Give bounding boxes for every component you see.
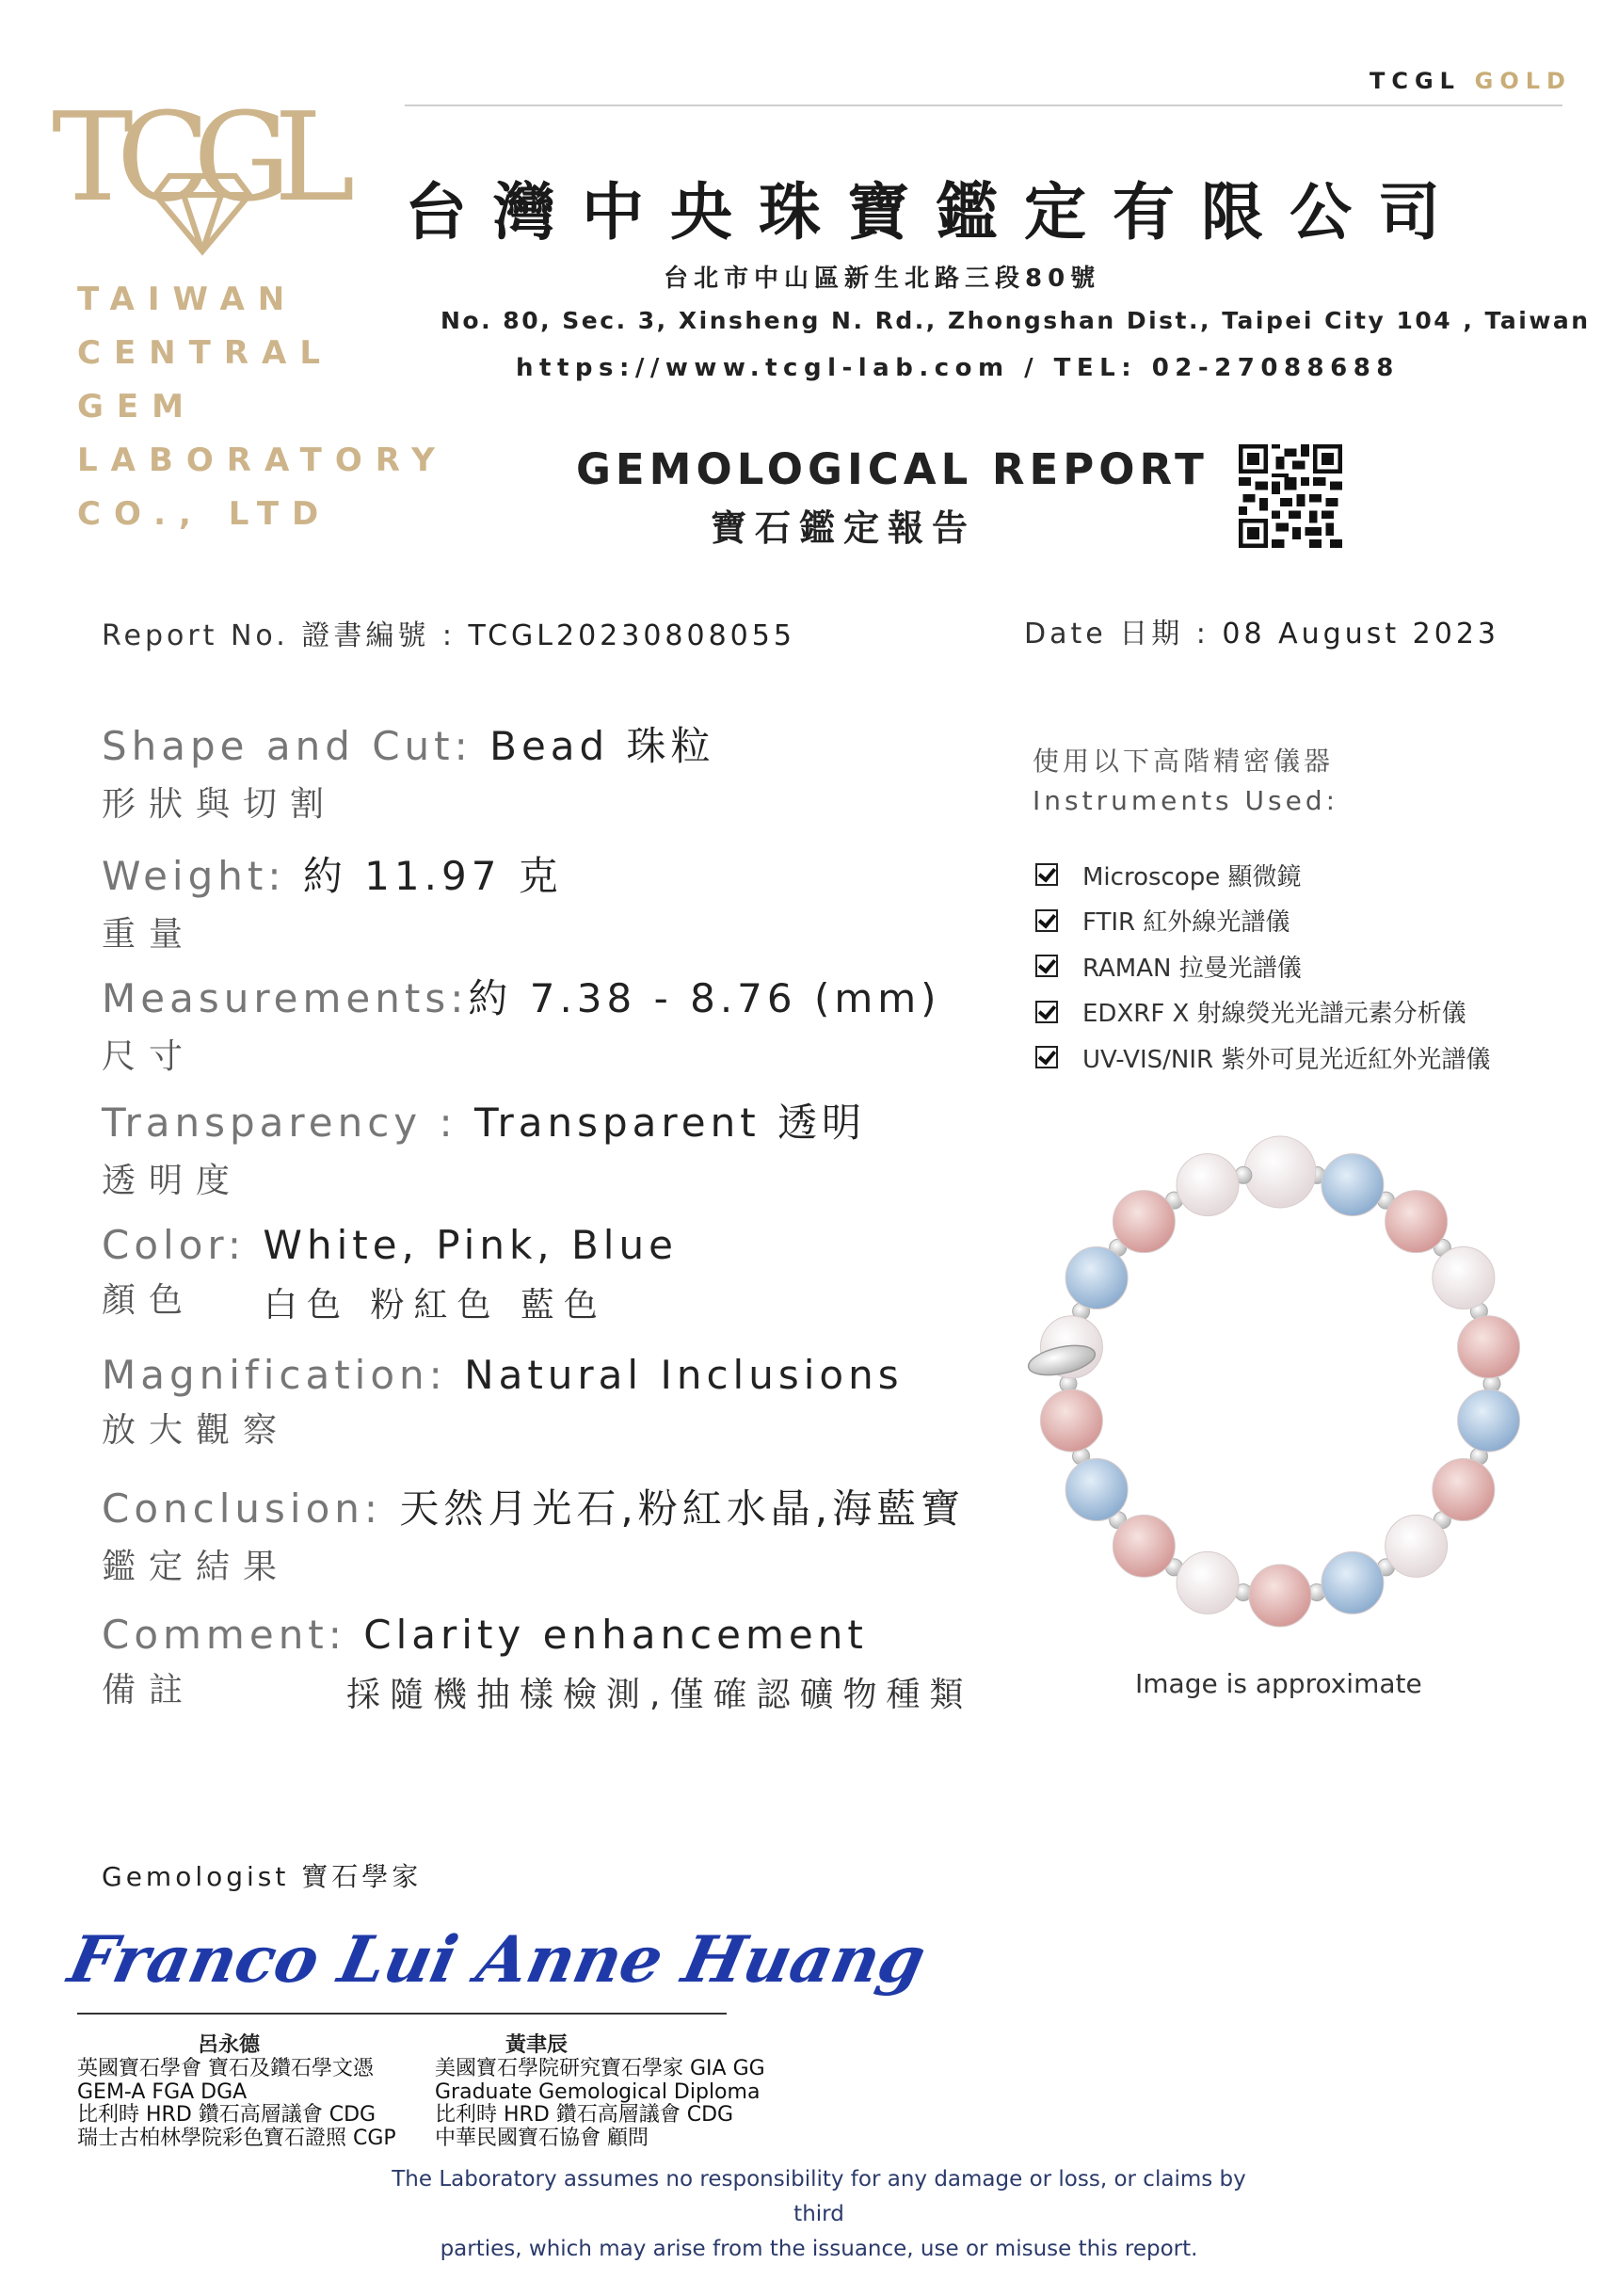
credential-line: 中華民國寶石協會 顧問 <box>435 2126 649 2150</box>
gem-bead <box>1322 1551 1384 1614</box>
field-label-zh: 透明度 <box>102 1162 244 1200</box>
bracelet-image <box>1017 1139 1544 1629</box>
tier-badge <box>1370 68 1572 94</box>
field-value: Natural Inclusions <box>464 1352 904 1398</box>
field-label-zh: 顏色 <box>102 1281 197 1320</box>
field-weight <box>102 845 563 955</box>
instrument-item <box>1035 943 1490 989</box>
checkbox-checked-icon <box>1035 1001 1058 1023</box>
gemologist-title: Gemologist 寶石學家 <box>102 1861 423 1892</box>
field-value: White, Pink, Blue <box>263 1222 678 1268</box>
field-label: Color: <box>102 1222 264 1268</box>
disclaimer-line: parties, which may arise from the issuance, use or misuse this report. <box>440 2237 1198 2261</box>
report-title-zh: 寶石鑑定報告 <box>711 507 977 549</box>
field-value: Transparent 透明 <box>474 1100 867 1146</box>
field-value: Bead 珠粒 <box>489 723 715 769</box>
instrument-item <box>1035 898 1490 944</box>
field-label: Comment: <box>102 1612 364 1658</box>
lab-line: CO., LTD <box>77 495 332 533</box>
field-value: Clarity enhancement <box>363 1612 868 1658</box>
instrument-label: Microscope 顯微鏡 <box>1082 862 1302 891</box>
field-magnification <box>102 1352 904 1452</box>
credential-line: GEM-A FGA DGA <box>77 2079 248 2104</box>
field-label: Measurements: <box>102 975 469 1021</box>
gem-bead <box>1113 1191 1175 1253</box>
gem-bead <box>1458 1316 1520 1378</box>
report-date-value: 08 August 2023 <box>1222 618 1500 650</box>
field-label-zh: 鑑定結果 <box>102 1548 291 1586</box>
field-measurements <box>102 968 941 1078</box>
field-conclusion <box>102 1478 965 1588</box>
qr-code-icon[interactable] <box>1239 444 1342 548</box>
instruments-list <box>1035 852 1490 1081</box>
gem-bead <box>1386 1191 1448 1253</box>
credential-line: 英國寶石學會 寶石及鑽石學文憑 <box>77 2057 374 2080</box>
credential-line: 比利時 HRD 鑽石高層議會 CDG <box>77 2103 376 2127</box>
checkbox-checked-icon <box>1035 909 1058 932</box>
gem-bead <box>1433 1247 1495 1309</box>
field-label: Magnification: <box>102 1352 465 1398</box>
report-date-label: Date 日期 : <box>1024 618 1223 650</box>
lab-line: TAIWAN <box>77 281 298 318</box>
report-date <box>1024 610 1499 651</box>
logo-letters: TCGL <box>52 86 339 229</box>
gemologist-credentials-2 <box>435 2058 765 2150</box>
checkbox-checked-icon <box>1035 863 1058 886</box>
field-value: 約 11.97 克 <box>302 853 563 899</box>
field-label-zh: 形狀與切割 <box>102 785 338 824</box>
gem-bead <box>1177 1154 1239 1216</box>
field-color <box>102 1222 678 1325</box>
instrument-item <box>1035 852 1490 898</box>
field-label-zh: 備註 <box>102 1671 197 1710</box>
company-name: 台灣中央珠寶鑑定有限公司 <box>405 176 1466 249</box>
gemologist-name-2: 黃聿辰 <box>505 2033 569 2057</box>
checkbox-checked-icon <box>1035 1046 1058 1068</box>
checkbox-checked-icon <box>1035 955 1058 977</box>
signature-line <box>77 2013 727 2015</box>
field-label: Weight: <box>102 853 303 899</box>
field-label-zh: 尺寸 <box>102 1037 197 1076</box>
field-label-zh: 放大觀察 <box>102 1411 291 1450</box>
instruments-heading-en: Instruments Used: <box>1033 785 1339 816</box>
gemologist-credentials-1 <box>77 2058 396 2150</box>
instrument-item <box>1035 989 1490 1036</box>
report-number-value: TCGL20230808055 <box>468 619 795 652</box>
contact-line: https://www.tcgl-lab.com / TEL: 02-27088688 <box>516 354 1400 382</box>
field-value-zh: 白色 粉紅色 藍色 <box>264 1286 607 1325</box>
instruments-heading <box>1033 742 1338 821</box>
tier-level: GOLD <box>1474 68 1572 94</box>
lab-line: LABORATORY <box>77 442 448 479</box>
instrument-label: EDXRF X 射線熒光光譜元素分析儀 <box>1082 1000 1466 1029</box>
instrument-label: FTIR 紅外線光譜儀 <box>1082 908 1290 938</box>
address-zh: 台北市中山區新生北路三段80號 <box>664 265 1101 293</box>
signatures-image <box>62 1892 932 2015</box>
gem-bead <box>1177 1551 1239 1614</box>
gem-bead <box>1065 1459 1128 1521</box>
report-number-label: Report No. 證書編號 : <box>102 619 469 652</box>
report-title-en: GEMOLOGICAL REPORT <box>576 444 1209 494</box>
lab-name-en <box>77 273 448 541</box>
credential-line: 瑞士古柏林學院彩色寶石證照 CGP <box>77 2126 396 2150</box>
gem-bead <box>1113 1515 1175 1577</box>
field-transparency <box>102 1092 866 1202</box>
field-value-zh: 採隨機抽樣檢測,僅確認礦物種類 <box>346 1676 973 1714</box>
signature-text: Franco Lui Anne Huang <box>62 1921 932 1998</box>
gem-bead <box>1065 1247 1128 1309</box>
address-en: No. 80, Sec. 3, Xinsheng N. Rd., Zhongshan Dist., Taipei City 104 , Taiwan <box>441 307 1591 334</box>
bracelet-beads <box>1040 1136 1519 1627</box>
gem-bead <box>1249 1565 1311 1627</box>
image-caption: Image is approximate <box>1135 1668 1422 1699</box>
field-shape <box>102 715 715 826</box>
field-label: Shape and Cut: <box>102 723 490 769</box>
disclaimer <box>376 2162 1261 2267</box>
lab-line: CENTRAL <box>77 334 333 372</box>
field-value: 天然月光石,粉紅水晶,海藍寶 <box>399 1485 966 1532</box>
gem-bead <box>1040 1389 1102 1452</box>
instrument-item <box>1035 1035 1490 1081</box>
instrument-label: RAMAN 拉曼光譜儀 <box>1082 954 1302 983</box>
gem-bead <box>1322 1154 1384 1216</box>
header-divider <box>405 104 1562 106</box>
gemologist-name-1: 呂永德 <box>198 2033 261 2057</box>
tcgl-logo <box>52 58 353 256</box>
credential-line: Graduate Gemological Diploma <box>435 2079 761 2104</box>
field-label: Conclusion: <box>102 1485 400 1532</box>
field-label: Transparency : <box>102 1100 474 1146</box>
field-value: 約 7.38 - 8.76 (mm) <box>468 975 941 1021</box>
credential-line: 美國寶石學院研究寶石學家 GIA GG <box>435 2057 765 2080</box>
gem-bead <box>1433 1459 1495 1521</box>
instruments-heading-zh: 使用以下高階精密儀器 <box>1033 746 1335 777</box>
report-number <box>102 612 795 653</box>
instrument-label: UV-VIS/NIR 紫外可見光近紅外光譜儀 <box>1082 1045 1491 1074</box>
field-comment <box>102 1612 973 1714</box>
disclaimer-line: The Laboratory assumes no responsibility for any damage or loss, or claims by third <box>392 2167 1246 2226</box>
tier-brand: TCGL <box>1370 68 1461 94</box>
lab-line: GEM <box>77 388 197 425</box>
gem-bead <box>1458 1389 1520 1452</box>
gem-bead <box>1386 1515 1448 1577</box>
credential-line: 比利時 HRD 鑽石高層議會 CDG <box>435 2103 734 2127</box>
gem-bead <box>1244 1136 1316 1208</box>
field-label-zh: 重量 <box>102 915 197 954</box>
